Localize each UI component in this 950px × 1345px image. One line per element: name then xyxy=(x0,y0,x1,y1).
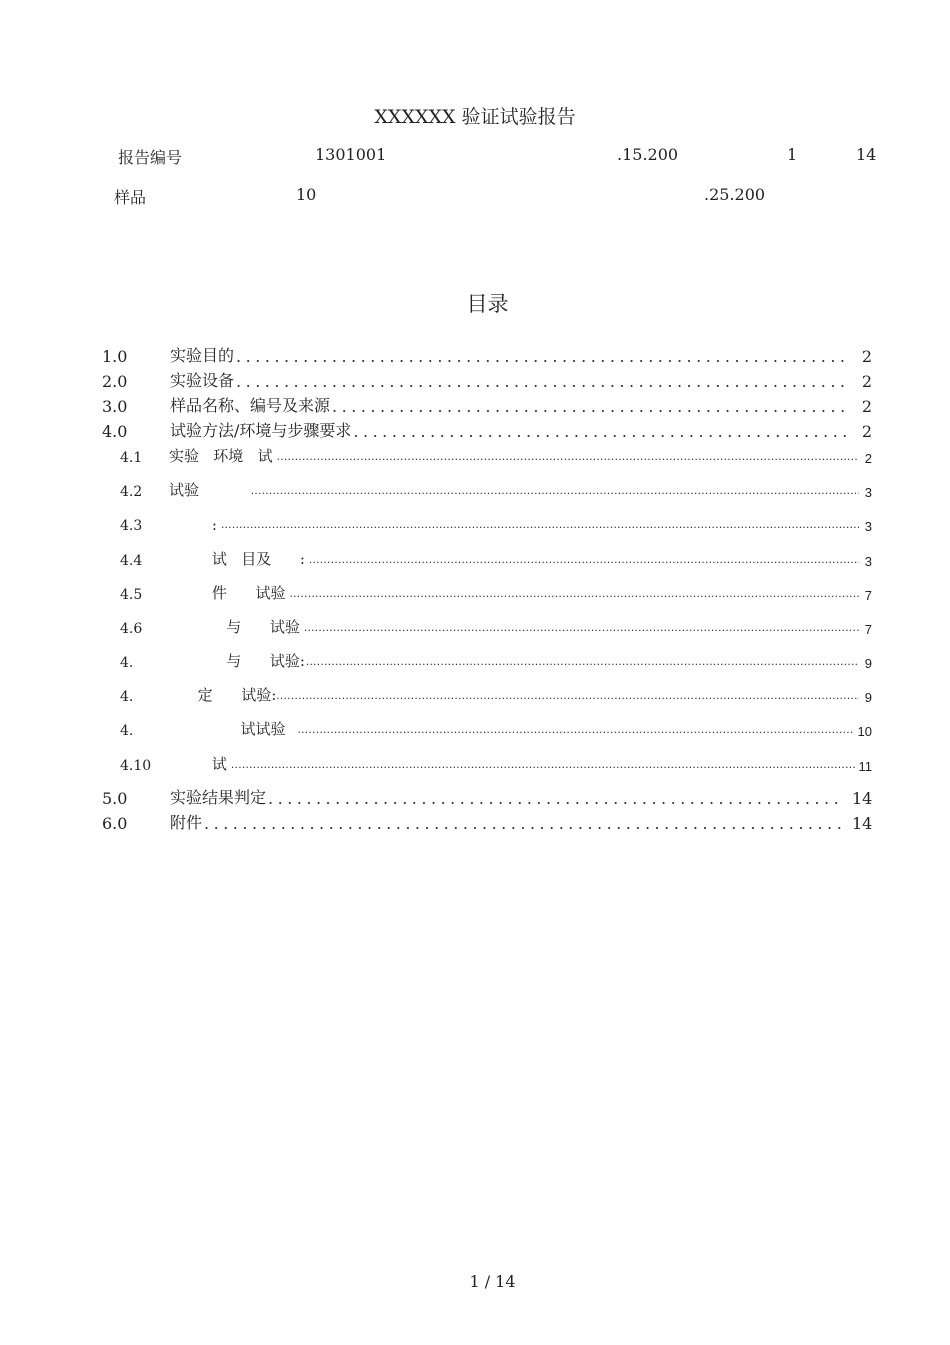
toc-subentry-label: 与 试验 xyxy=(169,618,300,636)
sample-label: 样品 xyxy=(114,188,147,207)
toc-subentry-page: 10 xyxy=(857,724,872,739)
toc-entry-page: 2 xyxy=(861,422,872,441)
toc-subentry[interactable] xyxy=(120,752,872,774)
toc-entry-label: 样品名称、编号及来源 xyxy=(170,396,331,415)
toc-subentry-label: 试 目及 : xyxy=(169,550,305,568)
toc-entry-number: 4.0 xyxy=(102,422,128,441)
toc-subentry[interactable] xyxy=(120,444,872,466)
toc-entry-number: 3.0 xyxy=(102,397,128,416)
toc-subentry-label: 件 试验 xyxy=(169,584,286,602)
toc-entry-page: 2 xyxy=(861,372,872,391)
toc-entry-number: 1.0 xyxy=(102,347,128,366)
toc-entry[interactable] xyxy=(102,809,872,833)
toc-subentry-label: 与 试验: xyxy=(169,652,305,670)
toc-leader-dots xyxy=(236,347,846,366)
toc-subentry-number: 4.5 xyxy=(120,587,143,603)
toc-subentry[interactable] xyxy=(120,683,872,705)
toc-entry-label: 实验结果判定 xyxy=(170,788,267,807)
toc-subentry-page: 9 xyxy=(864,690,872,705)
toc-subentry-page: 3 xyxy=(864,554,872,569)
toc-subentry-page: 3 xyxy=(864,519,872,534)
toc-entry[interactable] xyxy=(102,784,872,808)
toc-entry-label: 实验设备 xyxy=(170,371,235,390)
toc-entry-number: 6.0 xyxy=(102,814,128,833)
report-total-pages: 14 xyxy=(856,145,877,164)
toc-entry-page: 2 xyxy=(861,397,872,416)
toc-subentry-page: 7 xyxy=(864,622,872,637)
report-page: 1 xyxy=(787,145,798,164)
toc-subentry-number: 4.1 xyxy=(120,450,143,466)
toc-subentry-page: 2 xyxy=(864,451,872,466)
toc-subentry-label: : xyxy=(169,516,217,534)
toc-subentry-number: 4.4 xyxy=(120,553,143,569)
toc-leader-dots xyxy=(353,422,846,441)
toc-subentry[interactable] xyxy=(120,649,872,671)
toc-entry[interactable] xyxy=(102,342,872,366)
toc-subentry-page: 11 xyxy=(858,759,872,774)
toc-leader-dots xyxy=(204,814,842,833)
toc-subentry-number: 4. xyxy=(120,655,134,671)
toc-leader-dots xyxy=(290,586,859,600)
toc-entry-number: 2.0 xyxy=(102,372,128,391)
toc-leader-dots xyxy=(332,397,846,416)
toc-entry[interactable] xyxy=(102,367,872,391)
toc-title: 目录 xyxy=(466,292,509,316)
toc-entry-label: 试验方法/环境与步骤要求 xyxy=(170,421,352,440)
toc-subentry-number: 4.10 xyxy=(120,758,152,774)
toc-entry-label: 实验目的 xyxy=(170,346,235,365)
toc-subentry[interactable] xyxy=(120,717,872,739)
report-date: .15.200 xyxy=(617,145,679,164)
toc-subentry[interactable] xyxy=(120,478,872,500)
toc-leader-dots xyxy=(276,688,859,702)
toc-leader-dots xyxy=(309,552,859,566)
toc-leader-dots xyxy=(221,517,859,531)
toc-subentry-label: 试试验 xyxy=(169,720,286,738)
toc-subentry[interactable] xyxy=(120,581,872,603)
toc-entry-page: 14 xyxy=(852,814,873,833)
toc-subentry-label: 试验 xyxy=(169,481,247,499)
toc-entry-label: 附件 xyxy=(170,813,203,832)
toc-entry-number: 5.0 xyxy=(102,789,128,808)
toc-subentry-number: 4.2 xyxy=(120,484,143,500)
toc-subentry-label: 实验 环境 试 xyxy=(169,447,273,465)
toc-subentry-page: 9 xyxy=(864,656,872,671)
toc-subentry-page: 7 xyxy=(864,588,872,603)
toc-subentry[interactable] xyxy=(120,615,872,637)
toc-entry-page: 14 xyxy=(852,789,873,808)
toc-subentry-number: 4. xyxy=(120,723,134,739)
toc-subentry[interactable] xyxy=(120,547,872,569)
sample-quantity: 10 xyxy=(296,185,317,204)
toc-subentry-number: 4.6 xyxy=(120,621,143,637)
toc-subentry-label: 定 试验: xyxy=(169,686,277,704)
sample-date: .25.200 xyxy=(704,185,766,204)
toc-leader-dots xyxy=(268,789,842,808)
toc-leader-dots xyxy=(277,449,859,463)
toc-subentry[interactable] xyxy=(120,512,872,534)
report-number-value: 1301001 xyxy=(315,145,387,164)
report-title: XXXXXX 验证试验报告 xyxy=(374,106,576,128)
toc-leader-dots xyxy=(251,483,859,497)
page-indicator: 1 / 14 xyxy=(469,1272,516,1291)
toc-subentry-number: 4.3 xyxy=(120,518,143,534)
toc-subentry-number: 4. xyxy=(120,689,134,705)
toc-entry[interactable] xyxy=(102,417,872,441)
toc-subentry-label: 试 xyxy=(169,755,227,773)
toc-entry-page: 2 xyxy=(861,347,872,366)
report-number-label: 报告编号 xyxy=(118,148,183,167)
toc-subentry-page: 3 xyxy=(864,485,872,500)
toc-leader-dots xyxy=(236,372,846,391)
toc-leader-dots xyxy=(231,757,855,771)
toc-leader-dots xyxy=(306,654,859,668)
toc-leader-dots xyxy=(298,722,854,736)
toc-leader-dots xyxy=(304,620,859,634)
toc-entry[interactable] xyxy=(102,392,872,416)
